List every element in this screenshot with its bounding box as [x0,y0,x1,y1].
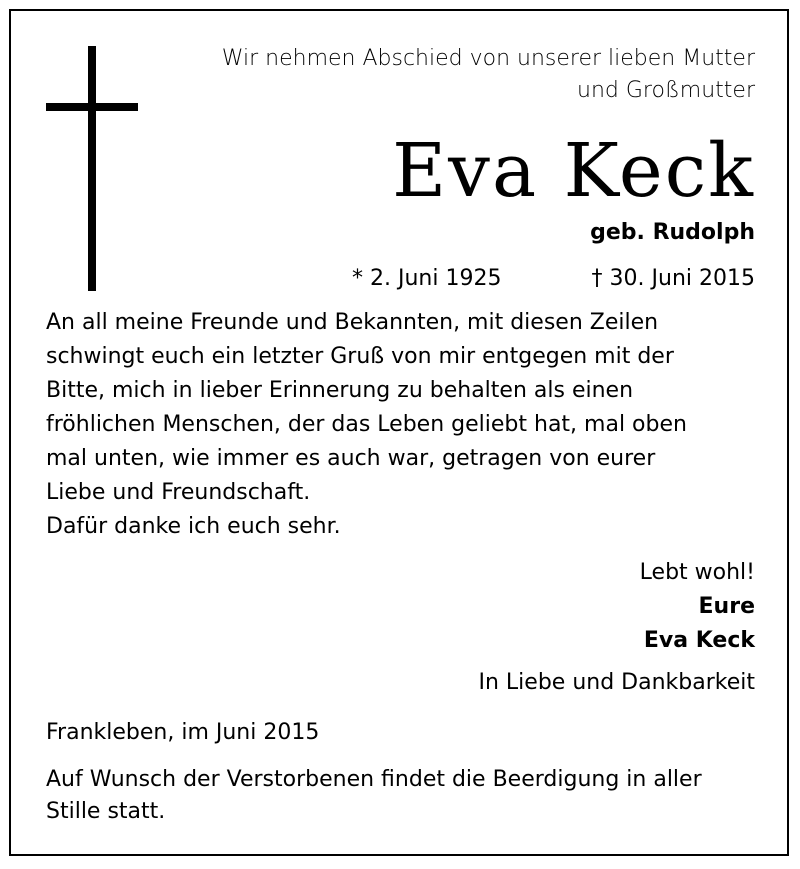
intro-text [155,43,755,107]
message-line: fröhlichen Menschen, der das Leben geliebt hat, mal oben [46,412,687,437]
birth-date: * 2. Juni 1925 [352,266,502,291]
farewell-signature: Eva Keck [643,628,755,653]
personal-message [46,306,761,544]
death-date: † 30. Juni 2015 [591,266,755,291]
cross-vertical-bar [88,46,96,291]
cross-horizontal-bar [46,103,138,111]
message-line: An all meine Freunde und Bekannten, mit diesen Zeilen [46,310,659,335]
message-line: Bitte, mich in lieber Erinnerung zu behalten als einen [46,378,634,403]
maiden-name: geb. Rudolph [590,220,755,245]
intro-line-2: und Großmutter [577,78,755,103]
funeral-line-2: Stille statt. [46,799,166,824]
funeral-notice [46,764,761,828]
closing-line: In Liebe und Dankbarkeit [478,670,755,695]
intro-line-1: Wir nehmen Abschied von unserer lieben Mutter [221,46,755,71]
message-line: schwingt euch ein letzter Gruß von mir entgegen mit der [46,344,674,369]
message-line: Liebe und Freundschaft. [46,480,311,505]
farewell-block [640,556,755,658]
message-thanks-line: Dafür danke ich euch sehr. [46,514,341,539]
farewell-line: Lebt wohl! [639,560,755,585]
farewell-eure: Eure [698,594,755,619]
funeral-line-1: Auf Wunsch der Verstorbenen findet die Beerdigung in aller [46,767,702,792]
deceased-name: Eva Keck [392,128,755,214]
place-date: Frankleben, im Juni 2015 [46,720,320,745]
message-line: mal unten, wie immer es auch war, getragen von eurer [46,446,656,471]
cross-icon [46,46,138,291]
